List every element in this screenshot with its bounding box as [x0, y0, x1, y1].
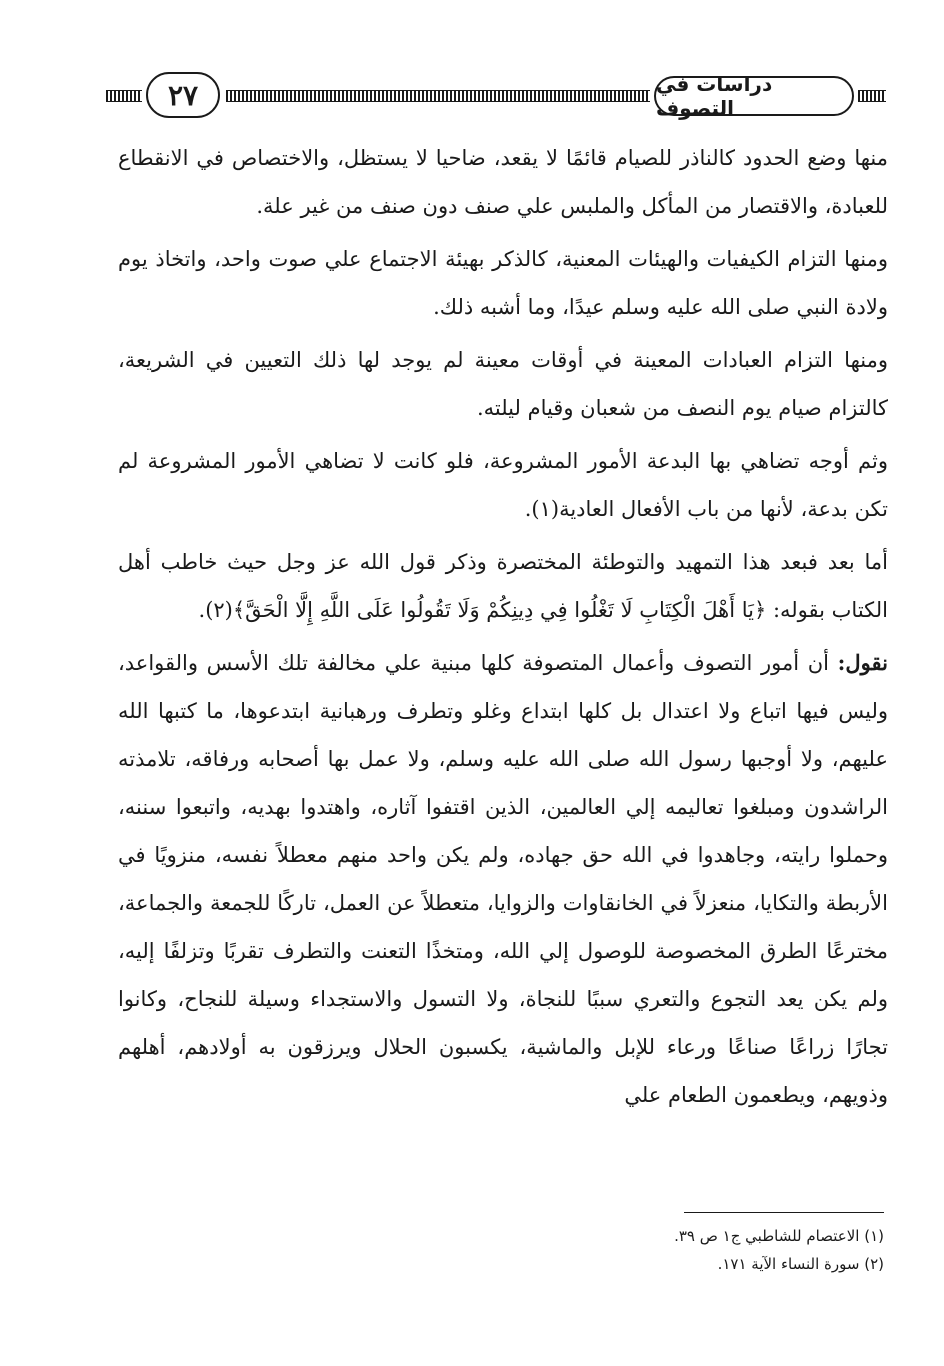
running-title: دراسات في التصوف — [654, 76, 854, 116]
decorative-chain-right — [858, 90, 886, 102]
decorative-chain-left — [106, 90, 142, 102]
footnotes — [400, 1222, 884, 1278]
paragraph-text: منها وضع الحدود كالناذر للصيام قائمًا لا يقعد، ضاحيا لا يستظل، والاختصاص في الانقطاع للعبادة، والاقتصار من المأكل والملبس علي صنف دون صنف من غير علة. — [118, 146, 888, 218]
paragraph-text: أما بعد فبعد هذا التمهيد والتوطئة المختصرة وذكر قول الله عز وجل حيث خاطب أهل الكتاب بقوله: ﴿يَا أَهْلَ الْكِتَابِ لَا تَغْلُوا فِي دِينِكُمْ وَلَا تَقُولُوا عَلَى اللَّهِ إِلَّا الْحَقَّ﴾(٢). — [118, 550, 888, 622]
paragraph-text: أن أمور التصوف وأعمال المتصوفة كلها مبنية علي مخالفة تلك الأسس والقواعد، وليس فيها اتباع ولا اعتدال بل كلها ابتداع وغلو وتطرف ورهبانية ابتدعوها، ما كتبها الله عليهم، ولا أوجبها رسول الله صلى الله عليه وسلم، ولا عمل بها أصحابه ورفاقه، تلامذته الراشدون ومبلغوا تعاليمه إلي العالمين، الذين اقتفوا آثاره، واهتدوا بهديه، واتبعوا سننه، وحملوا رايته، وجاهدوا في الله حق جهاده، ولم يكن واحد منهم معطلاً نفسه، منزويًا في الأربطة والتكايا، منعزلاً في الخانقاوات والزوايا، متعطلاً عن العمل، تاركًا للجمعة والجماعة، مخترعًا الطرق المخصوصة للوصول إلي الله، ومتخذًا التعنت والتطرف تقربًا وتزلفًا إليه، ولم يكن يعد التجوع والتعري سببًا للنجاة، ولا التسول والاستجداء وسيلة للنجاح، وكانوا تجارًا زراعًا صناعًا ورعاء للإبل والماشية، يكسبون الحلال ويرزقون به أولادهم، أهلهم وذويهم، ويطعمون الطعام علي — [118, 651, 888, 1107]
footnote: (٢) سورة النساء الآية ١٧١. — [717, 1255, 884, 1273]
main-text — [118, 134, 888, 1124]
paragraph — [118, 538, 888, 634]
paragraph-text: ومنها التزام الكيفيات والهيئات المعنية، كالذكر بهيئة الاجتماع علي صوت واحد، واتخاذ يوم ولادة النبي صلى الله عليه وسلم عيدًا، وما أشبه ذلك. — [118, 247, 888, 319]
footnote-divider — [684, 1212, 884, 1213]
paragraph-text: ومنها التزام العبادات المعينة في أوقات معينة لم يوجد لها ذلك التعيين في الشريعة، كالتزام صيام يوم النصف من شعبان وقيام ليلته. — [118, 348, 888, 420]
paragraph-lead: نقول: — [837, 650, 888, 675]
paragraph — [118, 134, 888, 230]
footnote: (١) الاعتصام للشاطبي ج١ ص ٣٩. — [674, 1227, 884, 1245]
paragraph — [118, 235, 888, 331]
page-header — [106, 66, 886, 128]
paragraph — [118, 437, 888, 533]
paragraph — [118, 336, 888, 432]
paragraph — [118, 639, 888, 1119]
decorative-chain-middle — [226, 90, 650, 102]
paragraph-text: وثم أوجه تضاهي بها البدعة الأمور المشروعة، فلو كانت لا تضاهي الأمور المشروعة لم تكن بدعة، لأنها من باب الأفعال العادية(١). — [118, 449, 888, 521]
page-number: ٢٧ — [146, 72, 220, 118]
